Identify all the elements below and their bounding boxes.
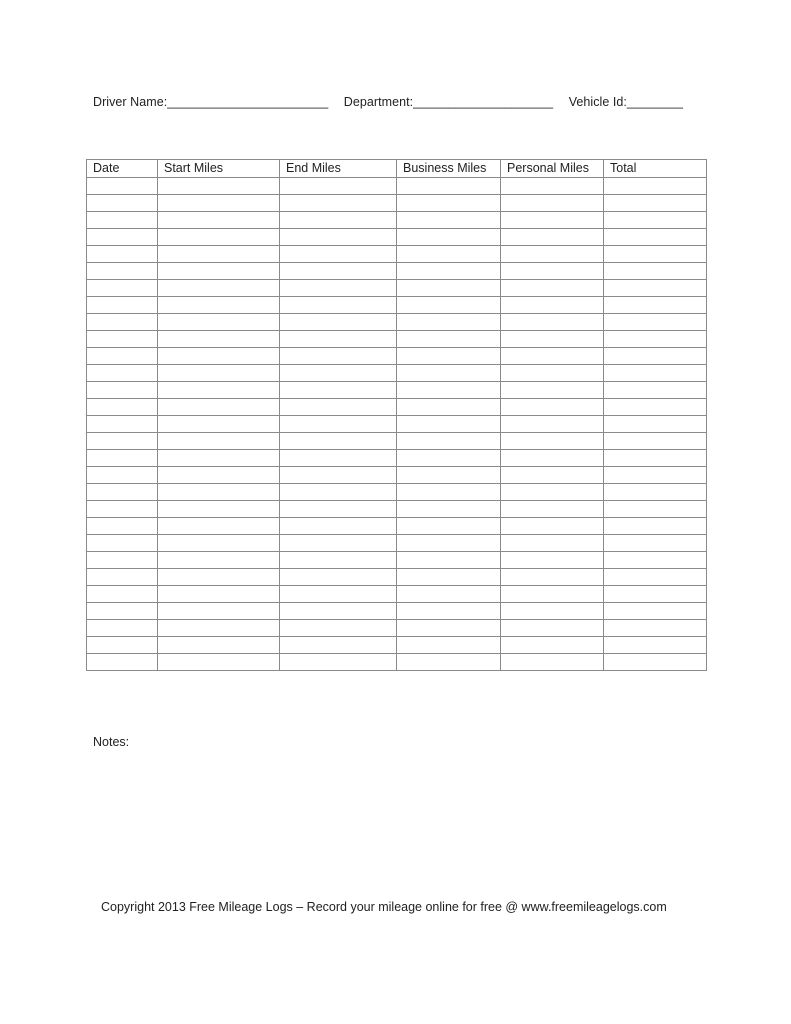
table-cell — [87, 263, 158, 280]
table-cell — [397, 501, 501, 518]
table-cell — [280, 535, 397, 552]
table-cell — [501, 297, 604, 314]
table-cell — [397, 331, 501, 348]
table-cell — [158, 603, 280, 620]
column-header-end-miles: End Miles — [280, 160, 397, 178]
table-cell — [87, 382, 158, 399]
table-row — [87, 348, 707, 365]
table-cell — [87, 467, 158, 484]
table-cell — [87, 331, 158, 348]
table-cell — [604, 433, 707, 450]
table-cell — [280, 654, 397, 671]
table-cell — [158, 433, 280, 450]
column-header-start-miles: Start Miles — [158, 160, 280, 178]
table-cell — [280, 178, 397, 195]
table-row — [87, 484, 707, 501]
table-cell — [280, 569, 397, 586]
table-cell — [397, 518, 501, 535]
table-cell — [501, 637, 604, 654]
table-cell — [501, 348, 604, 365]
table-row — [87, 569, 707, 586]
table-row — [87, 433, 707, 450]
table-cell — [158, 382, 280, 399]
table-row — [87, 212, 707, 229]
table-row — [87, 314, 707, 331]
table-cell — [501, 586, 604, 603]
table-cell — [604, 518, 707, 535]
table-cell — [397, 263, 501, 280]
table-cell — [87, 535, 158, 552]
table-cell — [280, 212, 397, 229]
table-row — [87, 654, 707, 671]
vehicle-id-field: Vehicle Id:________ — [568, 95, 683, 109]
table-cell — [280, 501, 397, 518]
table-cell — [158, 518, 280, 535]
column-header-total: Total — [604, 160, 707, 178]
table-cell — [87, 569, 158, 586]
table-cell — [501, 603, 604, 620]
table-body — [87, 178, 707, 671]
table-cell — [158, 263, 280, 280]
column-header-personal-miles: Personal Miles — [501, 160, 604, 178]
table-cell — [397, 569, 501, 586]
table-cell — [604, 620, 707, 637]
table-cell — [604, 348, 707, 365]
table-cell — [604, 603, 707, 620]
table-cell — [604, 450, 707, 467]
table-row — [87, 399, 707, 416]
table-cell — [604, 586, 707, 603]
table-cell — [158, 297, 280, 314]
table-cell — [87, 518, 158, 535]
table-cell — [87, 620, 158, 637]
table-cell — [604, 365, 707, 382]
table-cell — [501, 263, 604, 280]
table-cell — [158, 178, 280, 195]
table-cell — [158, 280, 280, 297]
table-cell — [397, 212, 501, 229]
table-cell — [397, 637, 501, 654]
table-row — [87, 280, 707, 297]
table-cell — [397, 552, 501, 569]
table-cell — [397, 654, 501, 671]
table-cell — [87, 603, 158, 620]
table-row — [87, 637, 707, 654]
table-row — [87, 297, 707, 314]
table-row — [87, 552, 707, 569]
table-cell — [87, 450, 158, 467]
table-cell — [158, 586, 280, 603]
table-cell — [87, 654, 158, 671]
table-cell — [604, 416, 707, 433]
table-row — [87, 365, 707, 382]
column-header-date: Date — [87, 160, 158, 178]
table-cell — [87, 399, 158, 416]
table-cell — [87, 348, 158, 365]
table-cell — [87, 365, 158, 382]
table-row — [87, 467, 707, 484]
table-cell — [397, 416, 501, 433]
table-cell — [501, 382, 604, 399]
table-row — [87, 416, 707, 433]
table-cell — [501, 212, 604, 229]
table-cell — [501, 569, 604, 586]
table-row — [87, 382, 707, 399]
table-cell — [604, 382, 707, 399]
table-cell — [604, 212, 707, 229]
table-cell — [280, 637, 397, 654]
table-cell — [397, 382, 501, 399]
table-cell — [397, 229, 501, 246]
header-fields — [93, 95, 683, 109]
table-cell — [280, 246, 397, 263]
table-cell — [501, 501, 604, 518]
table-row — [87, 246, 707, 263]
table-cell — [280, 348, 397, 365]
table-cell — [501, 195, 604, 212]
table-cell — [501, 331, 604, 348]
table-row — [87, 263, 707, 280]
table-cell — [280, 603, 397, 620]
table-row — [87, 620, 707, 637]
table-row — [87, 535, 707, 552]
table-row — [87, 331, 707, 348]
copyright-footer: Copyright 2013 Free Mileage Logs – Record your mileage online for free @ www.freemileagelogs.com — [101, 900, 667, 914]
table-row — [87, 501, 707, 518]
table-row — [87, 518, 707, 535]
table-cell — [397, 586, 501, 603]
table-cell — [501, 518, 604, 535]
table-cell — [158, 348, 280, 365]
table-cell — [501, 280, 604, 297]
table-header-row — [87, 160, 707, 178]
table-cell — [397, 348, 501, 365]
table-cell — [87, 484, 158, 501]
table-cell — [397, 399, 501, 416]
table-cell — [158, 654, 280, 671]
table-cell — [280, 518, 397, 535]
table-cell — [280, 229, 397, 246]
table-cell — [280, 586, 397, 603]
table-cell — [501, 450, 604, 467]
table-cell — [87, 229, 158, 246]
table-cell — [501, 246, 604, 263]
table-cell — [158, 467, 280, 484]
table-cell — [397, 178, 501, 195]
table-cell — [501, 552, 604, 569]
table-cell — [501, 399, 604, 416]
mileage-log-table — [86, 159, 707, 671]
table-cell — [501, 416, 604, 433]
table-cell — [604, 569, 707, 586]
table-cell — [604, 314, 707, 331]
table-cell — [158, 620, 280, 637]
table-row — [87, 229, 707, 246]
table-cell — [397, 484, 501, 501]
table-cell — [87, 433, 158, 450]
table-cell — [280, 195, 397, 212]
table-cell — [158, 450, 280, 467]
table-cell — [280, 382, 397, 399]
table-cell — [87, 416, 158, 433]
table-cell — [604, 535, 707, 552]
table-cell — [158, 399, 280, 416]
table-cell — [501, 178, 604, 195]
table-cell — [280, 433, 397, 450]
table-cell — [501, 365, 604, 382]
table-cell — [280, 399, 397, 416]
table-cell — [501, 484, 604, 501]
table-cell — [87, 246, 158, 263]
table-cell — [604, 246, 707, 263]
notes-label: Notes: — [93, 735, 130, 749]
table-cell — [280, 552, 397, 569]
table-cell — [397, 297, 501, 314]
table-cell — [280, 365, 397, 382]
table-cell — [280, 416, 397, 433]
table-cell — [604, 552, 707, 569]
table-row — [87, 195, 707, 212]
table-cell — [397, 620, 501, 637]
table-cell — [158, 535, 280, 552]
table-cell — [397, 450, 501, 467]
table-cell — [87, 501, 158, 518]
table-row — [87, 178, 707, 195]
column-header-business-miles: Business Miles — [397, 160, 501, 178]
table-cell — [158, 484, 280, 501]
driver-name-field: Driver Name:_______________________ — [93, 95, 329, 109]
table-cell — [604, 637, 707, 654]
table-cell — [87, 212, 158, 229]
table-cell — [158, 195, 280, 212]
table-cell — [158, 229, 280, 246]
table-cell — [501, 654, 604, 671]
table-cell — [280, 263, 397, 280]
table-cell — [158, 331, 280, 348]
table-cell — [397, 280, 501, 297]
table-cell — [604, 178, 707, 195]
table-cell — [158, 416, 280, 433]
table-cell — [87, 178, 158, 195]
table-cell — [87, 314, 158, 331]
table-cell — [501, 314, 604, 331]
table-row — [87, 603, 707, 620]
table-cell — [604, 195, 707, 212]
table-cell — [604, 280, 707, 297]
table-cell — [158, 365, 280, 382]
table-cell — [158, 501, 280, 518]
table-cell — [501, 535, 604, 552]
table-cell — [397, 195, 501, 212]
table-cell — [604, 467, 707, 484]
table-cell — [397, 246, 501, 263]
table-cell — [397, 314, 501, 331]
table-cell — [87, 552, 158, 569]
table-cell — [280, 280, 397, 297]
table-cell — [397, 365, 501, 382]
table-cell — [87, 586, 158, 603]
table-cell — [280, 620, 397, 637]
table-cell — [158, 552, 280, 569]
table-cell — [158, 246, 280, 263]
table-cell — [87, 297, 158, 314]
table-cell — [397, 603, 501, 620]
table-cell — [604, 501, 707, 518]
table-cell — [604, 331, 707, 348]
table-cell — [280, 450, 397, 467]
table-cell — [397, 467, 501, 484]
table-cell — [604, 263, 707, 280]
table-cell — [87, 637, 158, 654]
table-cell — [604, 484, 707, 501]
table-cell — [501, 620, 604, 637]
table-cell — [280, 484, 397, 501]
table-cell — [397, 535, 501, 552]
table-cell — [158, 637, 280, 654]
table-cell — [501, 433, 604, 450]
table-row — [87, 586, 707, 603]
table-cell — [158, 569, 280, 586]
table-cell — [604, 229, 707, 246]
table-cell — [158, 314, 280, 331]
table-cell — [280, 314, 397, 331]
table-cell — [158, 212, 280, 229]
table-cell — [604, 399, 707, 416]
table-cell — [397, 433, 501, 450]
table-cell — [501, 229, 604, 246]
table-cell — [501, 467, 604, 484]
table-cell — [280, 331, 397, 348]
table-cell — [604, 297, 707, 314]
table-row — [87, 450, 707, 467]
table-cell — [604, 654, 707, 671]
table-cell — [280, 467, 397, 484]
department-field: Department:____________________ — [343, 95, 554, 109]
table-cell — [87, 195, 158, 212]
table-cell — [87, 280, 158, 297]
table-cell — [280, 297, 397, 314]
